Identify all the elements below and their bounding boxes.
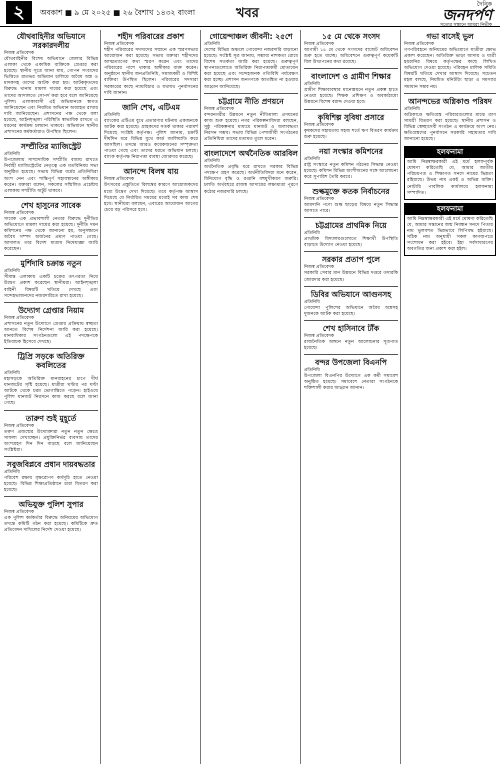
news-story — [4, 500, 98, 534]
story-body: দেশের বিভিন্ন অঞ্চলে গোয়েন্দা নজরদারি বাড়ানো হয়েছে। সংশ্লিষ্ট সূত্র জানায়, সম্ভাব্য নাশকতা রোধে বিশেষ সতর্কতা জারি করা হয়েছে। গুরুত্বপূর্ণ স্থাপনাগুলোতে অতিরিক্ত নিরাপত্তাকর্মী মোতায়েন করা হয়েছে এবং সন্দেহজনক গতিবিধি পর্যবেক্ষণ করা হচ্ছে। প্রশাসন জনগণকে আতঙ্কিত না হওয়ার আহ্বান জানিয়েছে। — [204, 48, 298, 90]
story-body: শহীদ পরিবারের সদস্যদের সম্মানে এক স্মরণসভার আয়োজন করা হয়েছে। সভায় বক্তারা শহীদদের আত্মত্যাগের কথা স্মরণ করেন এবং তাদের পরিবারের পাশে থাকার অঙ্গীকার ব্যক্ত করেন। অনুষ্ঠানে স্থানীয় জনপ্রতিনিধি, সমাজকর্মী ও বিশিষ্ট ব্যক্তিরা উপস্থিত ছিলেন। পরিবারের সদস্যরা সরকারের কাছে ন্যায়বিচার ও যথাযথ পুনর্বাসনের দাবি জানান। — [104, 48, 198, 96]
story-body: তরুণ প্রজন্মের উদ্যোক্তারা নতুন নতুন ক্ষেত্রে সাফল্য দেখাচ্ছেন। প্রযুক্তিনির্ভর ব্যবসায় তাদের অংশগ্রহণ দিন দিন বাড়ছে বলে জানিয়েছেন সংশ্লিষ্টরা। — [4, 429, 98, 453]
column-divider — [100, 30, 101, 764]
story-headline: নয়া সংস্কার কমিশনের — [319, 146, 383, 156]
news-story — [4, 142, 98, 198]
news-story — [104, 167, 198, 213]
story-byline: নিজস্ব প্রতিবেদক — [404, 42, 435, 47]
column-divider — [400, 30, 401, 764]
logo-tagline: সত্যের সন্ধানে আমরা নির্ভীক — [440, 23, 492, 28]
story-headline: শহীদ পরিবারের প্রকাশ — [117, 32, 185, 41]
story-headline: শেখ হাসুনের সাবেক — [21, 200, 81, 210]
story-byline: প্রতিনিধি — [204, 159, 220, 165]
story-byline: নিজস্ব প্রতিবেদক — [304, 197, 335, 203]
story-byline: প্রতিনিধি — [304, 156, 320, 162]
story-headline: আনন্দে বিলম্ব যায় — [123, 167, 179, 177]
story-divider — [304, 68, 398, 69]
story-headline: ডিবির অভিযানে আগুনসহ — [310, 289, 392, 299]
column-5-stories — [404, 32, 496, 143]
column-4 — [304, 30, 398, 764]
story-divider — [404, 93, 496, 94]
story-byline: প্রতিনিধি — [4, 371, 20, 377]
story-headline: জানি শেখ, এটিএম — [122, 102, 180, 112]
news-story — [4, 259, 98, 302]
story-divider — [4, 348, 98, 349]
story-body: গ্রামীণ শিক্ষাব্যবস্থার মানোন্নয়নে নতুন প্রকল্প হাতে নেওয়া হয়েছে। শিক্ষক প্রশিক্ষণ ও অবকাঠামো উন্নয়নে বিশেষ বরাদ্দ দেওয়া হবে। — [304, 88, 398, 106]
story-headline: যৌথবাহিনীর অভিযানে সরকারদলীয় — [16, 32, 86, 50]
story-byline: প্রতিনিধি — [304, 299, 320, 305]
story-headline: শেখ হাসিনাবে টাঁক — [322, 323, 380, 333]
story-headline: গোয়েন্দাঞ্চল জীবনী: ২৫শে — [209, 32, 293, 41]
story-divider — [4, 138, 98, 139]
story-byline: নিজস্ব প্রতিবেদক — [4, 510, 35, 516]
story-body: উৎসবের প্রস্তুতিতে বিলম্বের কারণে আয়োজকদের মধ্যে উদ্বেগ দেখা দিয়েছে। তবে কর্তৃপক্ষ আশ্বাস দিয়েছে যে নির্ধারিত সময়ের মধ্যেই সব কাজ শেষ হবে। স্থানীয়রা বলছেন, এবারের আয়োজন আগের চেয়ে বড় পরিসরে হবে। — [104, 183, 198, 213]
story-body: ব্যাংকের এটিএম বুথে প্রতারণার ঘটনায় একজনকে আটক করা হয়েছে। গ্রাহকদের সতর্ক থাকার পরামর্শ দিয়েছে সংশ্লিষ্ট কর্তৃপক্ষ। পুলিশ জানায়, চক্রটি দীর্ঘদিন ধরে বিভিন্ন বুথে কার্ড জালিয়াতি করে আসছিল। তদন্তে আরও কয়েকজনের সম্পৃক্ততা পাওয়া গেছে এবং তাদের ধরতে অভিযান চলছে। ব্যাংক কর্তৃপক্ষ নিরাপত্তা ব্যবস্থা জোরদার করেছে। — [104, 118, 198, 161]
story-headline: বাংলাদেশে অর্থনৈতিক আরবিল — [204, 149, 298, 159]
notice-title: হলফনামা — [405, 147, 495, 158]
logo-name: জনদর্পণ — [442, 6, 492, 24]
story-headline: অভিযুক্ত পুলিশ সুপার — [18, 500, 84, 510]
logo-small-text: দৈনিক — [476, 1, 492, 8]
story-byline: প্রতিনিধি — [204, 42, 220, 47]
story-headline: কৃষিশিল্প সুবিধা প্রসারে — [317, 112, 385, 122]
news-story — [204, 149, 298, 195]
story-headline: শুল্কমুক্তে কতক নির্বাচনের — [312, 187, 390, 197]
story-divider — [4, 496, 98, 497]
story-byline: প্রতিনিধি — [304, 82, 320, 88]
story-byline: প্রতিনিধি — [304, 231, 320, 237]
story-divider — [304, 183, 398, 184]
story-divider — [304, 354, 398, 355]
story-byline: প্রতিনিধি — [304, 367, 320, 373]
column-2 — [104, 30, 198, 764]
story-body: পরিবেশ রক্ষায় বৃক্ষরোপণ কর্মসূচি হাতে নেওয়া হয়েছে। বিভিন্ন শিক্ষাপ্রতিষ্ঠানে চারা বিতরণ করা হয়েছে। — [4, 475, 98, 494]
news-story — [304, 32, 398, 69]
story-headline: তারুণ শুই মুহূর্তে — [25, 413, 77, 423]
story-divider — [4, 456, 98, 457]
story-body: অর্থনৈতিক প্রবৃদ্ধি ধরে রাখতে সরকার বিভিন্ন পদক্ষেপ গ্রহণ করেছে। অর্থনীতিবিদরা মনে করেন, বিনিয়োগ বৃদ্ধি ও রপ্তানি বহুমুখীকরণ জরুরি। চলতি অর্থবছরে রাজস্ব আদায়ের লক্ষ্যমাত্রা পূরণে কঠোর নজরদারি চলছে। — [204, 165, 298, 195]
story-byline: নিজস্ব প্রতিবেদক — [304, 42, 335, 47]
story-byline: প্রতিনিধি — [104, 112, 120, 118]
news-story — [4, 414, 98, 457]
news-story — [4, 460, 98, 497]
story-body: উপজেলায় সাম্প্রদায়িক সম্প্রীতি বজায় রাখতে নির্বাহী ম্যাজিস্ট্রেটের নেতৃত্বে এক মতবিনিময় সভা অনুষ্ঠিত হয়েছে। সভায় বিভিন্ন ধর্মের প্রতিনিধিরা অংশ নেন এবং শান্তিপূর্ণ সহাবস্থানের অঙ্গীকার করেন। বক্তারা বলেন, সকলের সম্মিলিত প্রচেষ্টায় এলাকায় সম্প্রীতি অটুট থাকবে। — [4, 158, 98, 194]
story-byline: প্রতিনিধি — [404, 106, 420, 112]
notice-body: আমি নিম্নস্বাক্ষরকারী এই মর্মে হলফপূর্বক ঘোষণা করিতেছি যে, আমার জাতীয় পরিচয়পত্র ও শিক্ষাগত সনদে নামের ভিন্নতা রহিয়াছে। উভয় নাম একই ও অভিন্ন ব্যক্তি। নোটারি পাবলিক কার্যালয়ে হলফনামা সম্পাদিত। — [407, 160, 493, 196]
notice-box — [404, 203, 496, 257]
news-story — [304, 113, 398, 144]
page-number: ২ — [6, 1, 32, 24]
story-divider — [304, 143, 398, 144]
dateline: অবকাশ ■ ৯ মে ২০২৫ ■ ২৬ বৈশাখ ১৪৩২ বাংলা — [40, 8, 196, 17]
column-divider — [300, 30, 301, 764]
story-byline: নিজস্ব প্রতিবেদক — [4, 315, 35, 321]
story-body: রাজনৈতিক অঙ্গনে নতুন আলোচনার সূত্রপাত হয়েছে। — [304, 339, 398, 351]
story-divider — [304, 217, 398, 218]
story-byline: নিজস্ব প্রতিবেদক — [104, 177, 135, 183]
story-body: প্রাথমিক বিদ্যালয়গুলোতে শিক্ষার্থী উপস্থিতি বাড়াতে উদ্যোগ নেওয়া হয়েছে। — [304, 237, 398, 249]
story-byline: নিজস্ব প্রতিবেদক — [304, 122, 335, 128]
story-divider — [4, 255, 98, 256]
story-headline: ১৫ মে থেকে সংসদ — [321, 32, 380, 41]
story-headline: সরকার প্রতাপ পুলে — [321, 255, 381, 265]
story-divider — [304, 320, 398, 321]
story-body: সরকারি সেবার মান উন্নয়নে বিভিন্ন দপ্তরে তদারকি জোরদার করা হয়েছে। — [304, 271, 398, 283]
news-story — [4, 32, 98, 139]
news-story — [204, 97, 298, 146]
story-divider — [4, 197, 98, 198]
news-story — [304, 221, 398, 252]
story-divider — [4, 410, 98, 411]
story-body: সাবেক এক প্রভাবশালী নেতার বিরুদ্ধে দুর্নীতির অভিযোগে মামলা দায়ের করা হয়েছে। দুর্নীতি দমন কমিশনের পক্ষ থেকে জানানো হয়, অনুসন্ধানে অবৈধ সম্পদ অর্জনের প্রমাণ পাওয়া গেছে। আদালত তার বিদেশ যাত্রায় নিষেধাজ্ঞা জারি করেছেন। — [4, 216, 98, 253]
story-body: কৃষকদের সহায়তায় সহজ শর্তে ঋণ বিতরণ কার্যক্রম শুরু হয়েছে। — [304, 128, 398, 140]
story-headline: মুর্শিদাবি চক্রান্ত নতুন — [20, 259, 82, 269]
news-story — [404, 32, 496, 94]
story-divider — [104, 163, 198, 164]
story-body: আগামী ১৫ মে থেকে সংসদের বাজেট অধিবেশন শুরু হতে যাচ্ছে। অধিবেশনে গুরুত্বপূর্ণ কয়েকটি বিল উত্থাপনের কথা রয়েছে। — [304, 48, 398, 66]
notice-box — [404, 146, 496, 200]
story-headline: বন্দর উপজেলা বিএনপি — [315, 357, 387, 367]
news-story — [104, 32, 198, 100]
story-divider — [4, 302, 98, 303]
story-body: মহাসড়কে অতিরিক্ত যানবাহনের চাপে দীর্ঘ যানজটের সৃষ্টি হয়েছে। যাত্রীরা ঘণ্টার পর ঘণ্টা আটকে থেকে চরম ভোগান্তিতে পড়েন। হাইওয়ে পুলিশ যানজট নিরসনে কাজ করছে বলে জানা গেছে। — [4, 377, 98, 407]
column-1 — [4, 30, 98, 764]
news-story — [204, 32, 298, 94]
story-headline: চট্টগ্রামের প্রাথমিক নিয়ে — [315, 221, 387, 231]
story-byline: প্রতিনিধি — [4, 152, 20, 158]
news-story — [304, 290, 398, 321]
story-byline: নিজস্ব প্রতিবেদক — [204, 106, 235, 112]
news-story — [304, 358, 398, 392]
story-body: আমদানি পণ্যে শুল্ক ছাড়ের বিষয়ে নতুন সিদ্ধান্ত আসতে পারে। — [304, 203, 398, 215]
story-byline: নিজস্ব প্রতিবেদক — [304, 265, 335, 271]
story-body: গোয়েন্দা পুলিশের অভিযানে অবৈধ অস্ত্রসহ দুজনকে আটক করা হয়েছে। — [304, 305, 398, 317]
news-story — [304, 255, 398, 286]
story-body: গণপরিবহনে অনিয়মের অভিযোগে যাত্রীরা ক্ষোভ প্রকাশ করেছেন। অতিরিক্ত ভাড়া আদায় ও যাত্রী হয়রানির বিষয়ে কর্তৃপক্ষের কাছে লিখিত অভিযোগ দেওয়া হয়েছে। পরিবহন মালিক সমিতি বিষয়টি খতিয়ে দেখার আশ্বাস দিয়েছে। সচেতন মহল বলছে, নিয়মিত মনিটরিং ছাড়া এ সমস্যার সমাধান সম্ভব নয়। — [404, 48, 496, 90]
news-story — [4, 352, 98, 410]
story-byline: নিজস্ব প্রতিবেদক — [304, 333, 335, 339]
notice-title: হলফনামা — [405, 204, 495, 215]
news-story — [304, 324, 398, 355]
story-headline: সম্প্রীতির ম্যাজিস্ট্রেট — [20, 142, 82, 152]
news-story — [304, 72, 398, 109]
news-story — [4, 306, 98, 349]
column-divider — [200, 30, 201, 764]
story-divider — [304, 109, 398, 110]
story-byline: নিজস্ব প্রতিবেদক — [4, 210, 35, 216]
story-headline: গভা বাসেই ভুল — [426, 32, 474, 41]
story-body: অগ্নিকাণ্ডে ক্ষতিগ্রস্ত পরিবারগুলোর মাঝে ত্রাণ সামগ্রী বিতরণ করা হয়েছে। স্থানীয় প্রশাসন ও বিভিন্ন স্বেচ্ছাসেবী সংগঠন এ কার্যক্রমে অংশ নেয়। ক্ষতিগ্রস্তদের পুনর্বাসনে সরকারি সহায়তার দাবি জানানো হয়েছে। — [404, 112, 496, 143]
notice-body: আমি নিম্নস্বাক্ষরকারী এই মর্মে ঘোষণা করিতেছি যে, আমার সন্তানের জন্ম নিবন্ধন সনদে পিতার নাম ভুলবশত ভিন্নভাবে লিপিবদ্ধ হইয়াছে। সঠিক নাম অনুযায়ী সকল কাগজপত্রে সংশোধন করা হইবে। ইহা সর্বসাধারণের অবগতির জন্য প্রকাশ করা হইল। — [407, 216, 493, 253]
story-divider — [304, 286, 398, 287]
story-body: সীমান্ত এলাকায় একটি চক্রের তৎপরতা নিয়ে উদ্বেগ প্রকাশ করেছেন স্থানীয়রা। আইনশৃঙ্খলা বাহিনী বিষয়টি খতিয়ে দেখছে এবং সন্দেহভাজনদের নজরদারিতে রাখা হয়েছে। — [4, 275, 98, 299]
story-body: যৌথবাহিনীর বিশেষ অভিযানে জেলার বিভিন্ন এলাকা থেকে একাধিক ব্যক্তিকে গ্রেপ্তার করা হয়েছে। স্থানীয় সূত্রে জানা যায়, গোপন সংবাদের ভিত্তিতে রাতভর অভিযান চালিয়ে অবৈধ অস্ত্র ও মাদকসহ তাদের আটক করা হয়। আটককৃতদের বিরুদ্ধে থানায় মামলা দায়ের করা হয়েছে এবং তাদের আদালতে সোপর্দ করা হবে বলে জানিয়েছে পুলিশ। এলাকাবাসী এই অভিযানকে স্বাগত জানিয়েছেন এবং নিয়মিত অভিযান অব্যাহত রাখার দাবি জানিয়েছেন। প্রশাসনের পক্ষ থেকে বলা হয়েছে, আইনশৃঙ্খলা পরিস্থিতি স্বাভাবিক রাখতে এ ধরনের কার্যক্রম চলমান থাকবে। অভিযানে স্থানীয় প্রশাসনের কর্মকর্তারাও উপস্থিত ছিলেন। — [4, 57, 98, 136]
newspaper-logo — [440, 1, 492, 28]
story-headline: উদ্যোগ গ্রেপ্তার নিয়াম — [18, 305, 84, 315]
story-byline: প্রতিনিধি — [4, 269, 20, 275]
story-byline: নিজস্ব প্রতিবেদক — [4, 51, 35, 56]
story-headline: আনন্দভের অগ্নিকাণ্ড পরিষদ — [408, 96, 492, 106]
story-headline: চট্টগ্রামে নীতি প্রণয়নে — [218, 96, 284, 106]
story-body: এক পুলিশ কর্মকর্তার বিরুদ্ধে অনিয়মের অভিযোগ তদন্তে কমিটি গঠন করা হয়েছে। কমিটিকে দ্রুত প্রতিবেদন দাখিলের নির্দেশ দেওয়া হয়েছে। — [4, 516, 98, 534]
news-story — [404, 97, 496, 143]
news-story — [104, 103, 198, 165]
story-headline: বাংলাদেশ ও গ্রামীণ শিক্ষার — [311, 72, 391, 82]
column-5 — [404, 30, 496, 764]
story-body: প্রশাসনের নতুন উদ্যোগে গ্রেপ্তার প্রক্রিয়ায় স্বচ্ছতা আনতে বিশেষ নির্দেশনা জারি করা হয়েছে। মানবাধিকার সংগঠনগুলো এই পদক্ষেপকে ইতিবাচক হিসেবে দেখছে। — [4, 321, 98, 345]
masthead — [0, 0, 500, 27]
story-divider — [204, 93, 298, 94]
news-story — [4, 201, 98, 257]
story-byline: নিজস্ব প্রতিবেদক — [104, 42, 135, 47]
story-divider — [304, 251, 398, 252]
story-headline: ট্রিপ্রি সড়কে অতিরিক্ত কবলিতের — [17, 352, 85, 371]
story-divider — [104, 99, 198, 100]
story-headline: সবুজবিপ্লবে প্রধান দায়বদ্ধতার — [6, 459, 96, 469]
news-story — [304, 187, 398, 218]
story-divider — [204, 145, 298, 146]
story-body: উপজেলা বিএনপির উদ্যোগে এক কর্মী সমাবেশ অনুষ্ঠিত হয়েছে। সমাবেশে নেতারা সংগঠনকে শক্তিশালী করার আহ্বান জানান। — [304, 373, 398, 392]
story-byline: প্রতিনিধি — [4, 469, 20, 475]
story-body: রাষ্ট্র সংস্কারে নতুন কমিশন গঠনের সিদ্ধান্ত নেওয়া হয়েছে। কমিশন বিভিন্ন অংশীজনের সঙ্গে আলোচনা করে সুপারিশ তৈরি করবে। — [304, 162, 398, 180]
section-title: খবর — [236, 6, 259, 21]
column-3 — [204, 30, 298, 764]
story-body: বন্দরনগরীর উন্নয়নে নতুন নীতিমালা প্রণয়নের কাজ শুরু হয়েছে। নগর পরিকল্পনাবিদরা বলছেন, সুষ্ঠু পরিকল্পনার মাধ্যমে যানজট ও জলাবদ্ধতা নিরসন সম্ভব। সভায় বিভিন্ন পেশাজীবী সংগঠনের প্রতিনিধিরা তাদের মতামত তুলে ধরেন। — [204, 112, 298, 143]
story-byline: নিজস্ব প্রতিবেদক — [4, 423, 35, 429]
news-story — [304, 147, 398, 184]
